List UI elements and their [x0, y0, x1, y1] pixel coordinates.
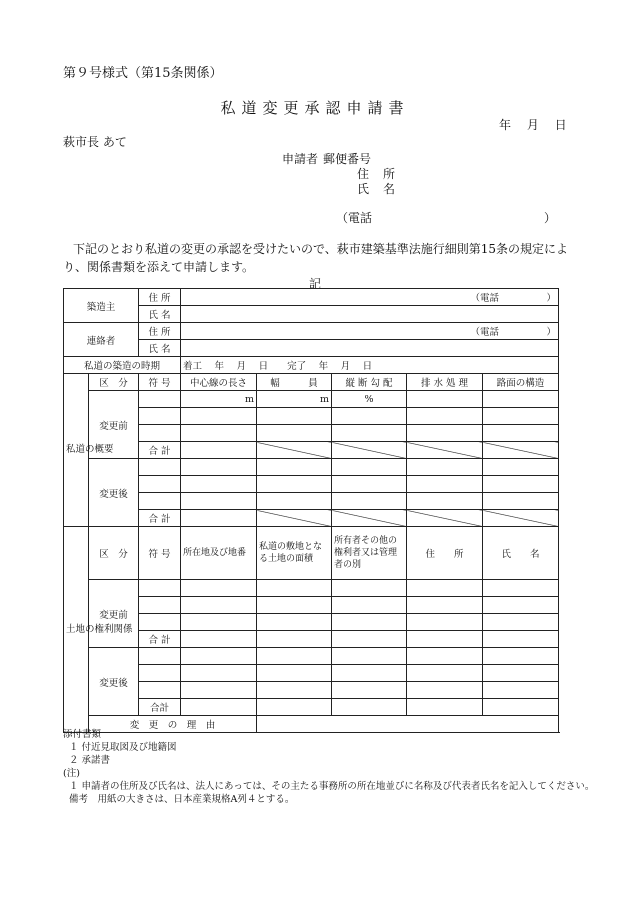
cell[interactable] [181, 493, 257, 510]
total-area[interactable] [257, 699, 332, 716]
builder-name-field[interactable] [181, 306, 559, 323]
rights-before-label: 変更前 [89, 580, 139, 648]
cell[interactable] [407, 648, 483, 665]
rights-section-label: 土地の権利関係 [64, 527, 89, 733]
total-label: 合 計 [139, 442, 181, 459]
cell[interactable] [483, 459, 559, 476]
builder-address-field[interactable]: （電話 ） [181, 289, 559, 306]
cell[interactable] [332, 597, 407, 614]
cell[interactable] [407, 391, 483, 408]
cell[interactable] [139, 580, 181, 597]
cell[interactable] [407, 476, 483, 493]
notes [63, 728, 594, 806]
cell[interactable] [483, 580, 559, 597]
cell[interactable] [332, 682, 407, 699]
cell[interactable] [257, 425, 332, 442]
cell[interactable] [181, 580, 257, 597]
cell[interactable] [332, 631, 407, 648]
cell[interactable] [181, 631, 257, 648]
postal-code-label: 郵便番号 [323, 152, 372, 166]
col-length: 中心線の長さ [181, 374, 257, 391]
cell[interactable] [139, 648, 181, 665]
period-label: 私道の築造の時期 [64, 357, 181, 374]
total-length[interactable] [181, 510, 257, 527]
col-surface: 路面の構造 [483, 374, 559, 391]
contact-name-label: 氏 名 [139, 340, 181, 357]
col-kubun: 区 分 [89, 374, 139, 391]
builder-label: 築造主 [64, 289, 139, 323]
remark: 備考 用紙の大きさは、日本産業規格A列４とする。 [69, 794, 295, 805]
unit-m: m [257, 391, 332, 408]
cell[interactable] [332, 425, 407, 442]
cell[interactable] [181, 699, 257, 716]
cell[interactable] [139, 391, 181, 408]
attachments-title: 添付書類 [63, 729, 102, 740]
cell[interactable] [407, 597, 483, 614]
overview-before-label: 変更前 [89, 391, 139, 459]
col-drain: 排 水 処 理 [407, 374, 483, 391]
cell[interactable] [332, 665, 407, 682]
col-kubun: 区 分 [89, 527, 139, 580]
cell[interactable] [407, 493, 483, 510]
builder-address-label: 住 所 [139, 289, 181, 306]
overview-after-label: 変更後 [89, 459, 139, 527]
cell[interactable] [181, 682, 257, 699]
cell[interactable] [483, 425, 559, 442]
cell[interactable] [407, 580, 483, 597]
unit-percent: % [332, 391, 407, 408]
cell[interactable] [332, 614, 407, 631]
cell[interactable] [407, 459, 483, 476]
cell[interactable] [483, 648, 559, 665]
applicant-label: 申請者 [282, 152, 319, 166]
col-address: 住 所 [407, 527, 483, 580]
cell[interactable] [181, 597, 257, 614]
cell[interactable] [257, 665, 332, 682]
address-label: 住所 [357, 167, 410, 181]
cell[interactable] [483, 614, 559, 631]
unit-m: m [181, 391, 257, 408]
cell[interactable] [257, 648, 332, 665]
form-number: 第９号様式（第15条関係） [63, 66, 223, 81]
contact-address-field[interactable]: （電話 ） [181, 323, 559, 340]
col-fugo: 符 号 [139, 374, 181, 391]
cell[interactable] [332, 648, 407, 665]
cell[interactable] [257, 459, 332, 476]
cell[interactable] [483, 476, 559, 493]
cell[interactable] [181, 665, 257, 682]
col-width: 幅 員 [257, 374, 332, 391]
cell[interactable] [332, 580, 407, 597]
cell[interactable] [332, 408, 407, 425]
cell[interactable] [332, 459, 407, 476]
cell[interactable] [139, 597, 181, 614]
col-slope: 縦 断 勾 配 [332, 374, 407, 391]
cell[interactable] [483, 597, 559, 614]
cell[interactable] [407, 408, 483, 425]
cell[interactable] [407, 665, 483, 682]
cell[interactable] [257, 408, 332, 425]
cell[interactable] [139, 665, 181, 682]
date-line[interactable]: 年 月 日 [499, 118, 567, 132]
addressee: 萩市長 あて [63, 135, 127, 149]
name-label: 氏名 [357, 182, 410, 196]
diagonal-cell [407, 442, 483, 459]
cell[interactable] [407, 614, 483, 631]
contact-label: 連絡者 [64, 323, 139, 357]
cell[interactable] [332, 476, 407, 493]
total-area[interactable] [257, 631, 332, 648]
cell[interactable] [139, 459, 181, 476]
period-field[interactable]: 着工 年 月 日 完了 年 月 日 [181, 357, 559, 374]
diagonal-cell [332, 442, 407, 459]
contact-name-field[interactable] [181, 340, 559, 357]
body-text: 下記のとおり私道の変更の承認を受けたいので、萩市建築基準法施行細則第15条の規定により、関係書類を添えて申請します。 [63, 242, 569, 274]
cell[interactable] [407, 699, 483, 716]
note-item: １ 申請者の住所及び氏名は、法人にあっては、その主たる事務所の所在地並びに名称及び代表者氏名を記入してください。 [69, 781, 595, 792]
reason-label: 変 更 の 理 由 [89, 716, 257, 733]
cell[interactable] [483, 631, 559, 648]
cell[interactable] [483, 699, 559, 716]
col-area: 私道の敷地となる土地の面積 [257, 527, 332, 580]
phone-close: ） [544, 211, 557, 225]
cell[interactable] [483, 493, 559, 510]
cell[interactable] [257, 580, 332, 597]
cell[interactable] [332, 493, 407, 510]
attachment-item: １ 付近見取図及び地籍図 [69, 742, 177, 753]
total-length[interactable] [181, 442, 257, 459]
cell[interactable] [181, 648, 257, 665]
total-label: 合 計 [139, 631, 181, 648]
total-label: 合計 [139, 699, 181, 716]
cell[interactable] [139, 614, 181, 631]
ki-label: 記 [308, 277, 321, 291]
cell[interactable] [407, 682, 483, 699]
cell[interactable] [257, 682, 332, 699]
diagonal-cell [483, 442, 559, 459]
cell[interactable] [257, 493, 332, 510]
total-label: 合 計 [139, 510, 181, 527]
cell[interactable] [407, 425, 483, 442]
cell[interactable] [181, 408, 257, 425]
cell[interactable] [257, 597, 332, 614]
diagonal-cell [257, 442, 332, 459]
col-name: 氏 名 [483, 527, 559, 580]
diagonal-cell [332, 510, 407, 527]
col-location: 所在地及び地番 [181, 527, 257, 580]
diagonal-cell [483, 510, 559, 527]
cell[interactable] [257, 476, 332, 493]
rights-after-label: 変更後 [89, 648, 139, 716]
cell[interactable] [181, 459, 257, 476]
col-owner: 所有者その他の権利者又は管理者の別 [332, 527, 407, 580]
cell[interactable] [257, 614, 332, 631]
cell[interactable] [483, 391, 559, 408]
cell[interactable] [181, 425, 257, 442]
cell[interactable] [181, 476, 257, 493]
diagonal-cell [257, 510, 332, 527]
overview-section-label: 私道の概要 [64, 374, 89, 527]
cell[interactable] [483, 665, 559, 682]
cell[interactable] [139, 425, 181, 442]
cell[interactable] [407, 631, 483, 648]
cell[interactable] [483, 682, 559, 699]
diagonal-cell [407, 510, 483, 527]
cell[interactable] [483, 408, 559, 425]
attachment-item: ２ 承諾書 [69, 755, 111, 766]
phone-label: （電話 [336, 211, 373, 225]
application-table [63, 288, 559, 733]
cell[interactable] [139, 408, 181, 425]
cell[interactable] [181, 614, 257, 631]
col-fugo: 符 号 [139, 527, 181, 580]
builder-name-label: 氏 名 [139, 306, 181, 323]
document-title: 私道変更承認申請書 [220, 99, 410, 117]
note-title: (注) [63, 768, 80, 779]
cell[interactable] [139, 476, 181, 493]
cell[interactable] [139, 493, 181, 510]
cell[interactable] [139, 682, 181, 699]
contact-address-label: 住 所 [139, 323, 181, 340]
cell[interactable] [332, 699, 407, 716]
